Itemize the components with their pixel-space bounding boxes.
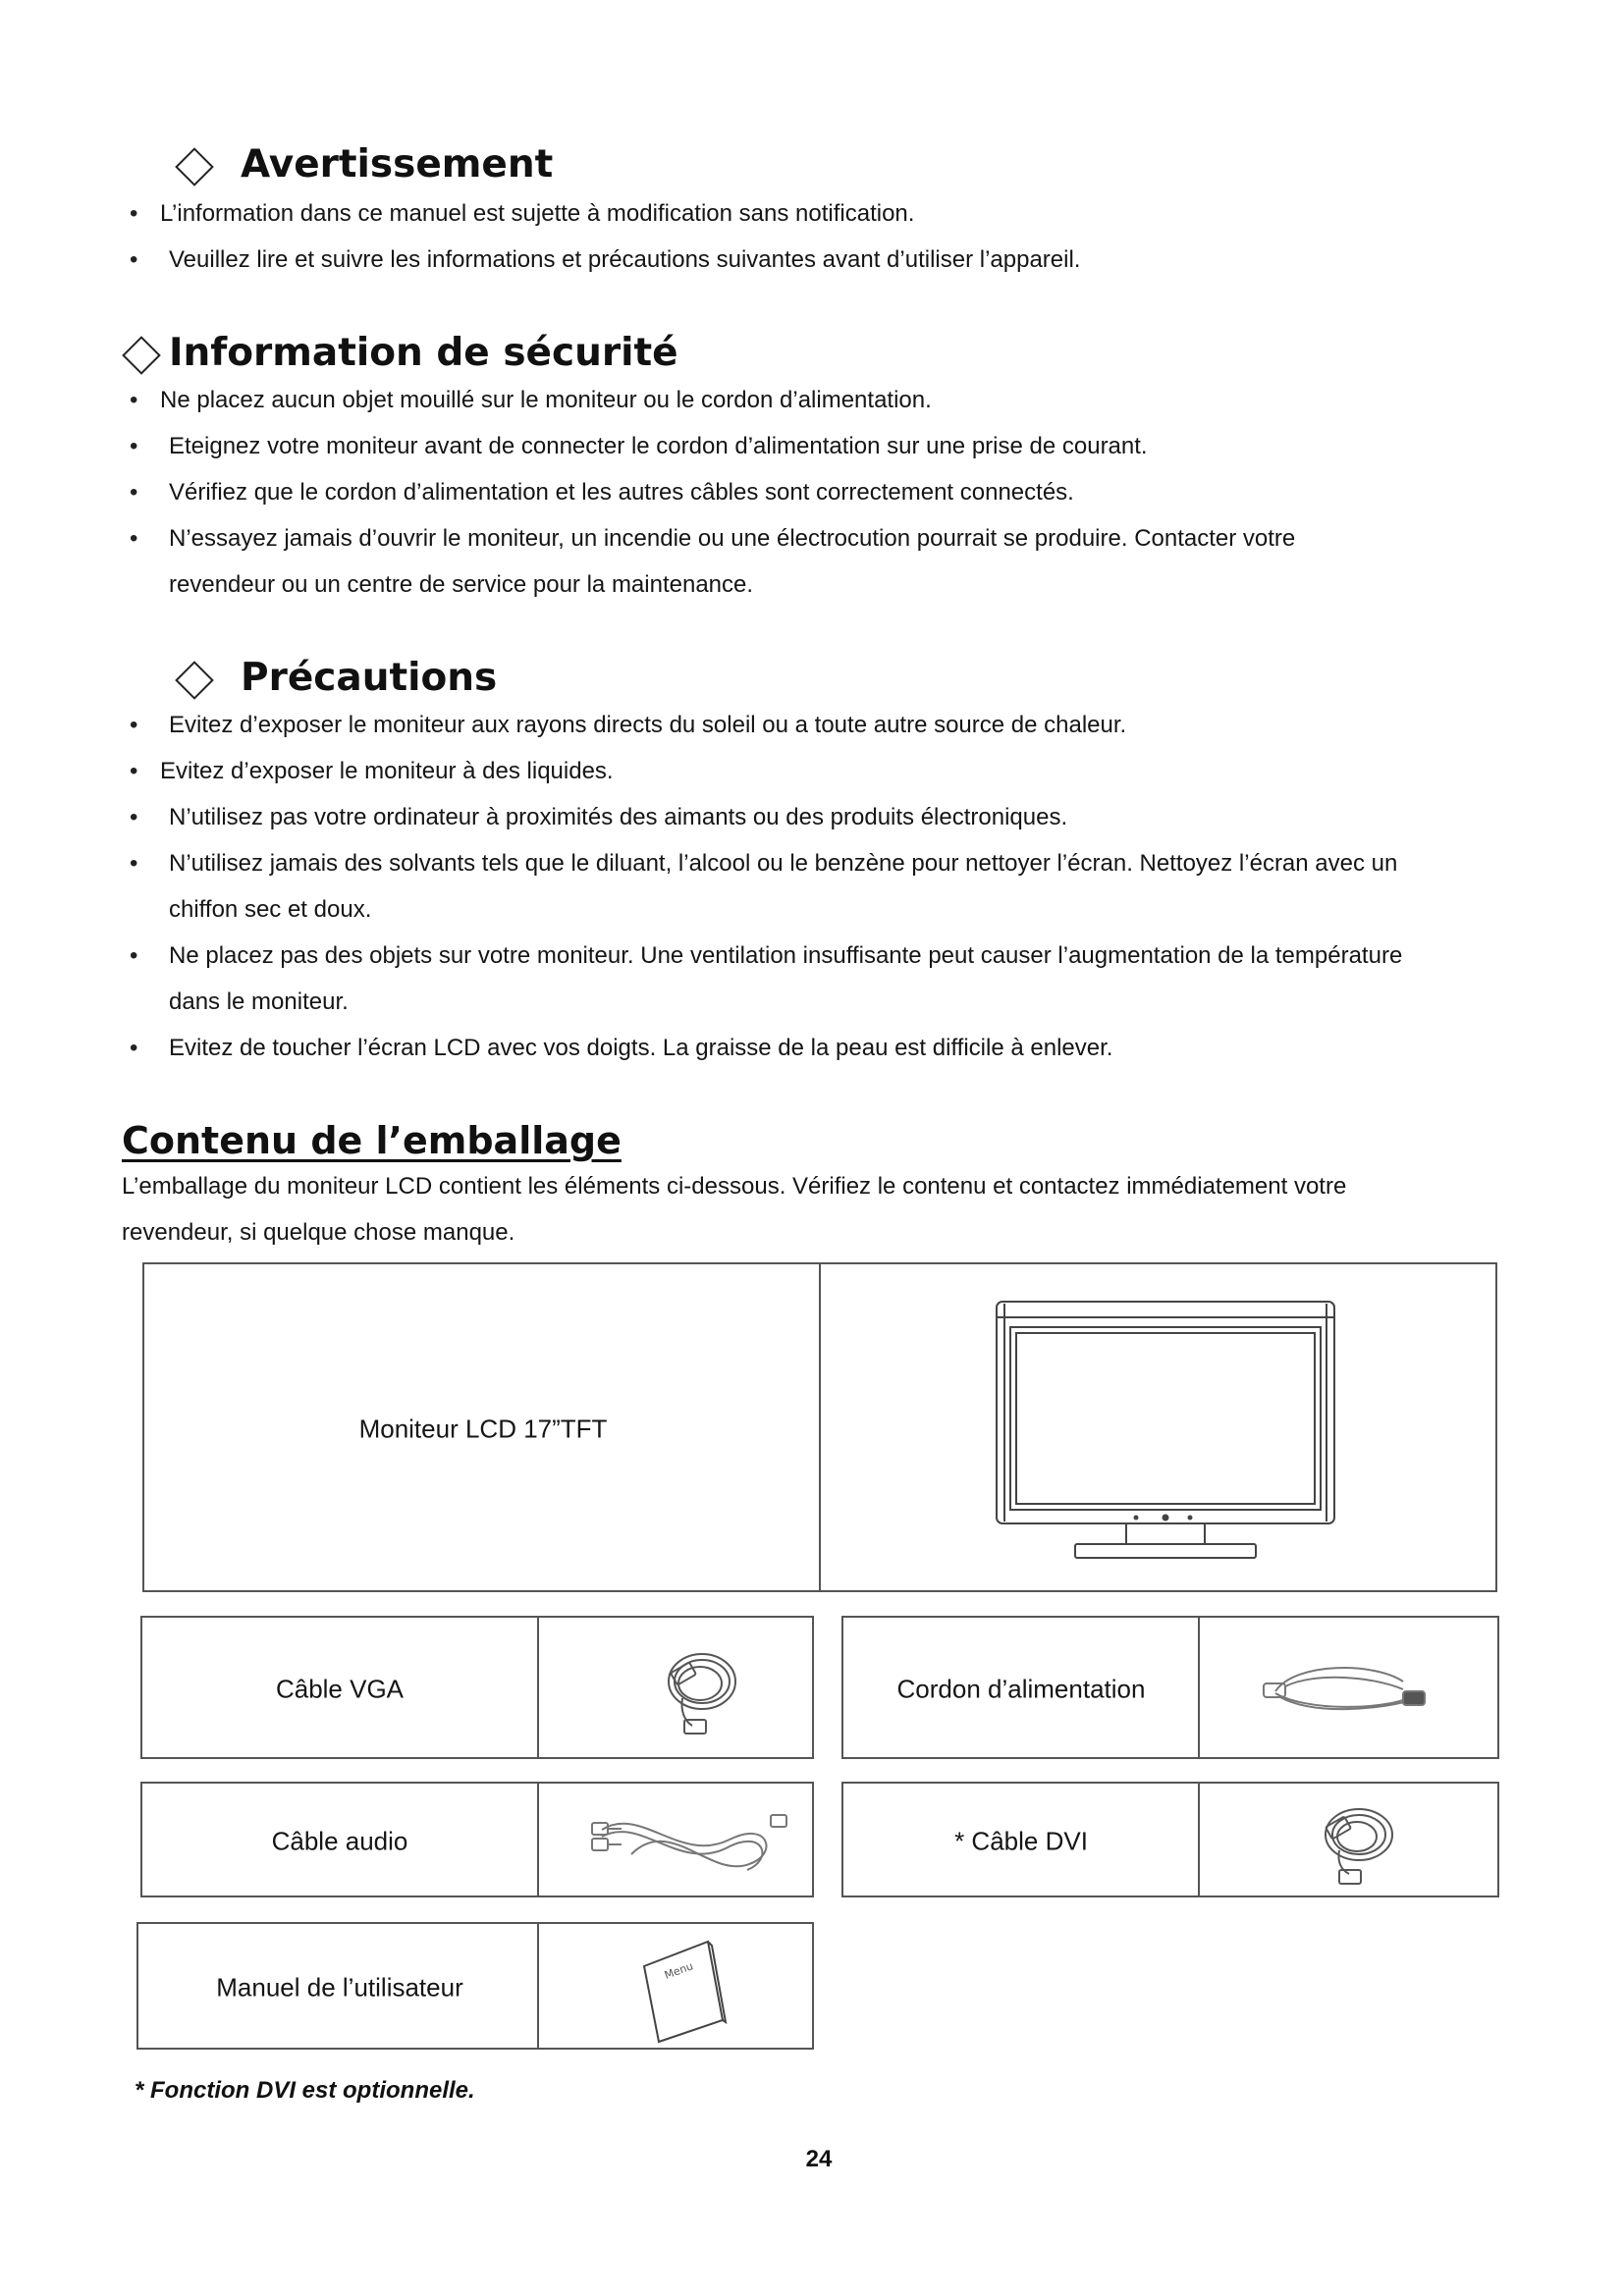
package-intro: L’emballage du moniteur LCD contient les éléments ci-dessous. Vérifiez le contenu et contactez immédiatement votre bbox=[122, 1173, 1347, 1200]
section-title-securite: Information de sécurité bbox=[169, 331, 678, 375]
manual-booklet-icon bbox=[629, 1932, 737, 2048]
bullet-icon: • bbox=[130, 433, 138, 459]
table-divider bbox=[1198, 1784, 1200, 1896]
precaution-item: Ne placez pas des objets sur votre moniteur. Une ventilation insuffisante peut causer l’augmentation de la température bbox=[169, 942, 1403, 969]
bullet-icon: • bbox=[130, 804, 138, 830]
table-divider bbox=[1198, 1618, 1200, 1757]
diamond-icon bbox=[175, 147, 214, 187]
bullet-icon: • bbox=[130, 1035, 138, 1061]
safety-item: Vérifiez que le cordon d’alimentation et les autres câbles sont correctement connectés. bbox=[169, 479, 1074, 506]
table-divider bbox=[537, 1924, 539, 2048]
table-divider bbox=[819, 1264, 821, 1590]
dvi-footnote: * Fonction DVI est optionnelle. bbox=[135, 2077, 475, 2104]
package-audio-row bbox=[140, 1782, 814, 1897]
bullet-icon: • bbox=[130, 758, 138, 784]
precaution-item: Evitez de toucher l’écran LCD avec vos doigts. La graisse de la peau est difficile à enlever. bbox=[169, 1035, 1113, 1061]
monitor-label: Moniteur LCD 17”TFT bbox=[358, 1414, 608, 1444]
dvi-cable-label: * Câble DVI bbox=[954, 1826, 1088, 1856]
table-divider bbox=[537, 1618, 539, 1757]
page-number: 24 bbox=[805, 2146, 833, 2172]
vga-cable-icon bbox=[643, 1637, 761, 1745]
precaution-item: Evitez d’exposer le moniteur aux rayons directs du soleil ou a toute autre source de chaleur. bbox=[169, 712, 1127, 738]
section-title-precautions: Précautions bbox=[241, 656, 498, 700]
package-dvi-row bbox=[841, 1782, 1499, 1897]
warning-item: Veuillez lire et suivre les informations et précautions suivantes avant d’utiliser l’appareil. bbox=[169, 246, 1081, 273]
package-vga-row bbox=[140, 1616, 814, 1759]
dvi-cable-icon bbox=[1300, 1793, 1418, 1892]
precaution-item-continuation: chiffon sec et doux. bbox=[169, 896, 372, 923]
precaution-item-continuation: dans le moniteur. bbox=[169, 988, 349, 1015]
bullet-icon: • bbox=[130, 712, 138, 738]
audio-cable-icon bbox=[582, 1795, 798, 1888]
bullet-icon: • bbox=[130, 200, 138, 227]
bullet-icon: • bbox=[130, 525, 138, 552]
precaution-item: N’utilisez pas votre ordinateur à proximités des aimants ou des produits électroniques. bbox=[169, 804, 1068, 830]
bullet-icon: • bbox=[130, 387, 138, 413]
bullet-icon: • bbox=[130, 942, 138, 969]
package-monitor-row bbox=[142, 1262, 1497, 1592]
manual-label: Manuel de l’utilisateur bbox=[216, 1972, 463, 2002]
precaution-item: Evitez d’exposer le moniteur à des liquides. bbox=[160, 758, 614, 784]
diamond-icon bbox=[175, 661, 214, 700]
safety-item-continuation: revendeur ou un centre de service pour la maintenance. bbox=[169, 571, 754, 598]
manual-cover-text: Menu bbox=[662, 1959, 695, 1982]
diamond-icon bbox=[122, 336, 161, 375]
package-intro-continuation: revendeur, si quelque chose manque. bbox=[122, 1219, 515, 1246]
monitor-illustration bbox=[989, 1294, 1342, 1569]
precaution-item: N’utilisez jamais des solvants tels que le diluant, l’alcool ou le benzène pour nettoyer l’écran. Nettoyez l’écran avec un bbox=[169, 850, 1398, 877]
bullet-icon: • bbox=[130, 246, 138, 273]
vga-label: Câble VGA bbox=[275, 1674, 405, 1704]
power-cord-icon bbox=[1256, 1642, 1433, 1740]
table-divider bbox=[537, 1784, 539, 1896]
section-title-contenu: Contenu de l’emballage bbox=[122, 1119, 622, 1162]
safety-item: Eteignez votre moniteur avant de connecter le cordon d’alimentation sur une prise de courant. bbox=[169, 433, 1148, 459]
package-manual-row bbox=[136, 1922, 814, 2050]
safety-item: Ne placez aucun objet mouillé sur le moniteur ou le cordon d’alimentation. bbox=[160, 387, 932, 413]
bullet-icon: • bbox=[130, 479, 138, 506]
warning-item: L’information dans ce manuel est sujette à modification sans notification. bbox=[160, 200, 915, 227]
package-power-row bbox=[841, 1616, 1499, 1759]
bullet-icon: • bbox=[130, 850, 138, 877]
section-title-avertissement: Avertissement bbox=[241, 142, 554, 187]
power-cord-label: Cordon d’alimentation bbox=[896, 1674, 1146, 1704]
safety-item: N’essayez jamais d’ouvrir le moniteur, un incendie ou une électrocution pourrait se produire. Contacter votre bbox=[169, 525, 1296, 552]
audio-cable-label: Câble audio bbox=[271, 1826, 408, 1856]
